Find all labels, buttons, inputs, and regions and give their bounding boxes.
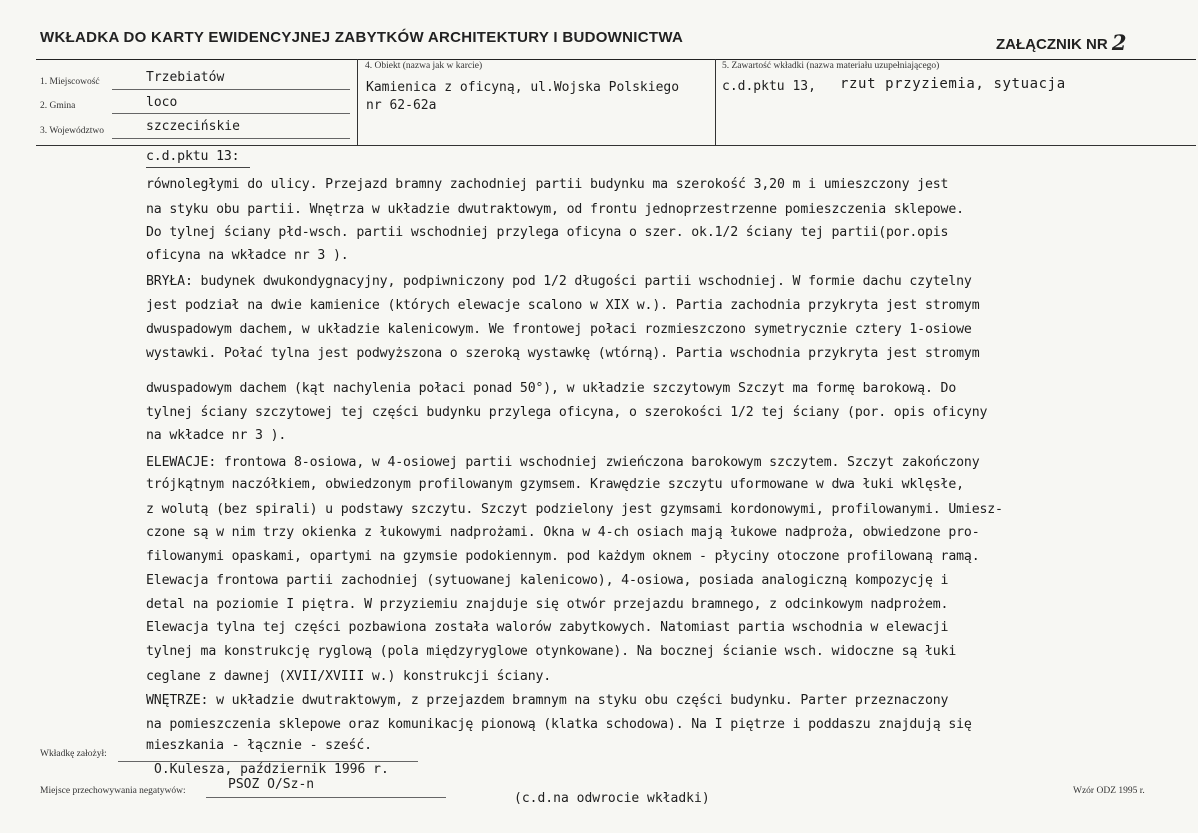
obiekt-label: 4. Obiekt (nazwa jak w karcie) <box>365 61 483 71</box>
obiekt-line-1: Kamienica z oficyną, ul.Wojska Polskiego <box>366 80 680 95</box>
body-line: na pomieszczenia sklepowe oraz komunikację pionową (klatka schodowa). Na I piętrze i poddaszu znajdują się <box>146 717 972 732</box>
attachment-number <box>996 29 1126 54</box>
wojewodztwo-label: 3. Województwo <box>40 126 104 136</box>
body-line: ELEWACJE: frontowa 8-osiowa, w 4-osiowej partii wschodniej zwieńczona barokowym szczytem. Szczyt zakończony <box>146 455 980 470</box>
zawartosc-value: c.d.pktu 13, <box>722 79 816 94</box>
body-line: tylnej ma konstrukcję ryglową (pola międzyryglowe otynkowane). Na bocznej ścianie wsch. widoczne są łuki <box>146 644 957 659</box>
body-line: filowanymi opaskami, opartymi na gzymsie podokiennym. pod każdym oknem - płyciny otoczone profilowaną ramą. <box>146 549 980 564</box>
body-line: mieszkania - łącznie - sześć. <box>146 738 372 753</box>
zalozyl-value: O.Kulesza, październik 1996 r. <box>154 762 389 777</box>
gmina-rule <box>112 113 350 114</box>
attachment-label: ZAŁĄCZNIK NR <box>996 36 1108 53</box>
zawartosc-label: 5. Zawartość wkładki (nazwa materiału uzupełniającego) <box>722 61 940 71</box>
attachment-number-handwritten: 2 <box>1111 30 1127 55</box>
form-bottom-rule <box>36 145 1196 146</box>
body-line: z wolutą (bez spirali) u podstawy szczytu. Szczyt podzielony jest gzymsami kordonowymi, profilowanymi. Umiesz- <box>146 502 1003 517</box>
body-line: oficyna na wkładce nr 3 ). <box>146 248 349 263</box>
heading-underline <box>146 167 250 168</box>
document-title: WKŁADKA DO KARTY EWIDENCYJNEJ ZABYTKÓW ARCHITEKTURY I BUDOWNICTWA <box>40 29 684 46</box>
continued-note: (c.d.na odwrocie wkładki) <box>514 791 710 806</box>
body-line: Elewacja frontowa partii zachodniej (sytuowanej kalenicowo), 4-osiowa, posiada analogiczną kompozycję i <box>146 573 949 588</box>
body-line: dwuspadowym dachem (kąt nachylenia połaci ponad 50°), w układzie szczytowym Szczyt ma formę barokową. Do <box>146 381 957 396</box>
obiekt-line-2: nr 62-62a <box>366 98 437 113</box>
form-top-rule <box>36 59 1196 60</box>
body-line: wystawki. Połać tylna jest podwyższona o szeroką wystawkę (wtórną). Partia wschodnia przykryta jest stromym <box>146 346 980 361</box>
miejscowosc-rule <box>112 89 350 90</box>
body-line: ceglane z dawnej (XVII/XVIII w.) konstrukcji ściany. <box>146 669 552 684</box>
body-line: na wkładce nr 3 ). <box>146 428 287 443</box>
body-line: jest podział na dwie kamienice (których elewacje scalono w XIX w.). Partia zachodnia przykryta jest stromym <box>146 298 980 313</box>
form-divider-1 <box>357 59 358 145</box>
wojewodztwo-value: szczecińskie <box>146 119 240 134</box>
body-line: czone są w nim trzy okienka z łukowymi nadprożami. Okna w 4-ch osiach mają łukowe nadproża, obwiedzone pro- <box>146 525 980 540</box>
miejscowosc-value: Trzebiatów <box>146 70 225 85</box>
negatyw-value: PSOZ O/Sz-n <box>228 777 315 792</box>
zalozyl-label: Wkładkę założył: <box>40 749 107 759</box>
wojewodztwo-rule <box>112 138 350 139</box>
body-line: na styku obu partii. Wnętrza w układzie dwutraktowym, od frontu jednoprzestrzenne pomieszczenia sklepowe. <box>146 202 964 217</box>
body-line: Elewacja tylna tej części pozbawiona została walorów zabytkowych. Natomiast partia wschodnia w elewacji <box>146 620 949 635</box>
body-line: WNĘTRZE: w układzie dwutraktowym, z przejazdem bramnym na styku obu części budynku. Parter przeznaczony <box>146 693 949 708</box>
body-line: tylnej ściany szczytowej tej części budynku przylega oficyna, o szerokości 1/2 tej ściany (por. opis oficyny <box>146 405 988 420</box>
form-divider-2 <box>715 59 716 145</box>
body-line: trójkątnym naczółkiem, obwiedzonym profilowanym gzymsem. Krawędzie szczytu uformowane w dwa łuki wklęsłe, <box>146 477 964 492</box>
gmina-label: 2. Gmina <box>40 101 76 111</box>
section-heading: c.d.pktu 13: <box>146 149 240 164</box>
body-line: BRYŁA: budynek dwukondygnacyjny, podpiwniczony pod 1/2 długości partii wschodniej. W formie dachu czytelny <box>146 274 972 289</box>
body-line: dwuspadowym dachem, w układzie kalenicowym. We frontowej połaci rozmieszczono symetrycznie cztery 1-osiowe <box>146 322 972 337</box>
miejscowosc-label: 1. Miejscowość <box>40 77 100 87</box>
negatyw-label: Miejsce przechowywania negatywów: <box>40 786 186 796</box>
zawartosc-extra: rzut przyziemia, sytuacja <box>840 76 1066 92</box>
negatyw-rule <box>206 797 446 798</box>
body-line: detal na poziomie I piętra. W przyziemiu znajduje się otwór przejazdu bramnego, z odcinkowym nadprożem. <box>146 597 949 612</box>
body-line: Do tylnej ściany płd-wsch. partii wschodniej przylega oficyna o szer. ok.1/2 ściany tej partii(por.opis <box>146 225 949 240</box>
gmina-value: loco <box>146 95 178 110</box>
form-template-version: Wzór ODZ 1995 r. <box>1073 786 1145 796</box>
body-line: równoległymi do ulicy. Przejazd bramny zachodniej partii budynku ma szerokość 3,20 m i umieszczony jest <box>146 177 949 192</box>
